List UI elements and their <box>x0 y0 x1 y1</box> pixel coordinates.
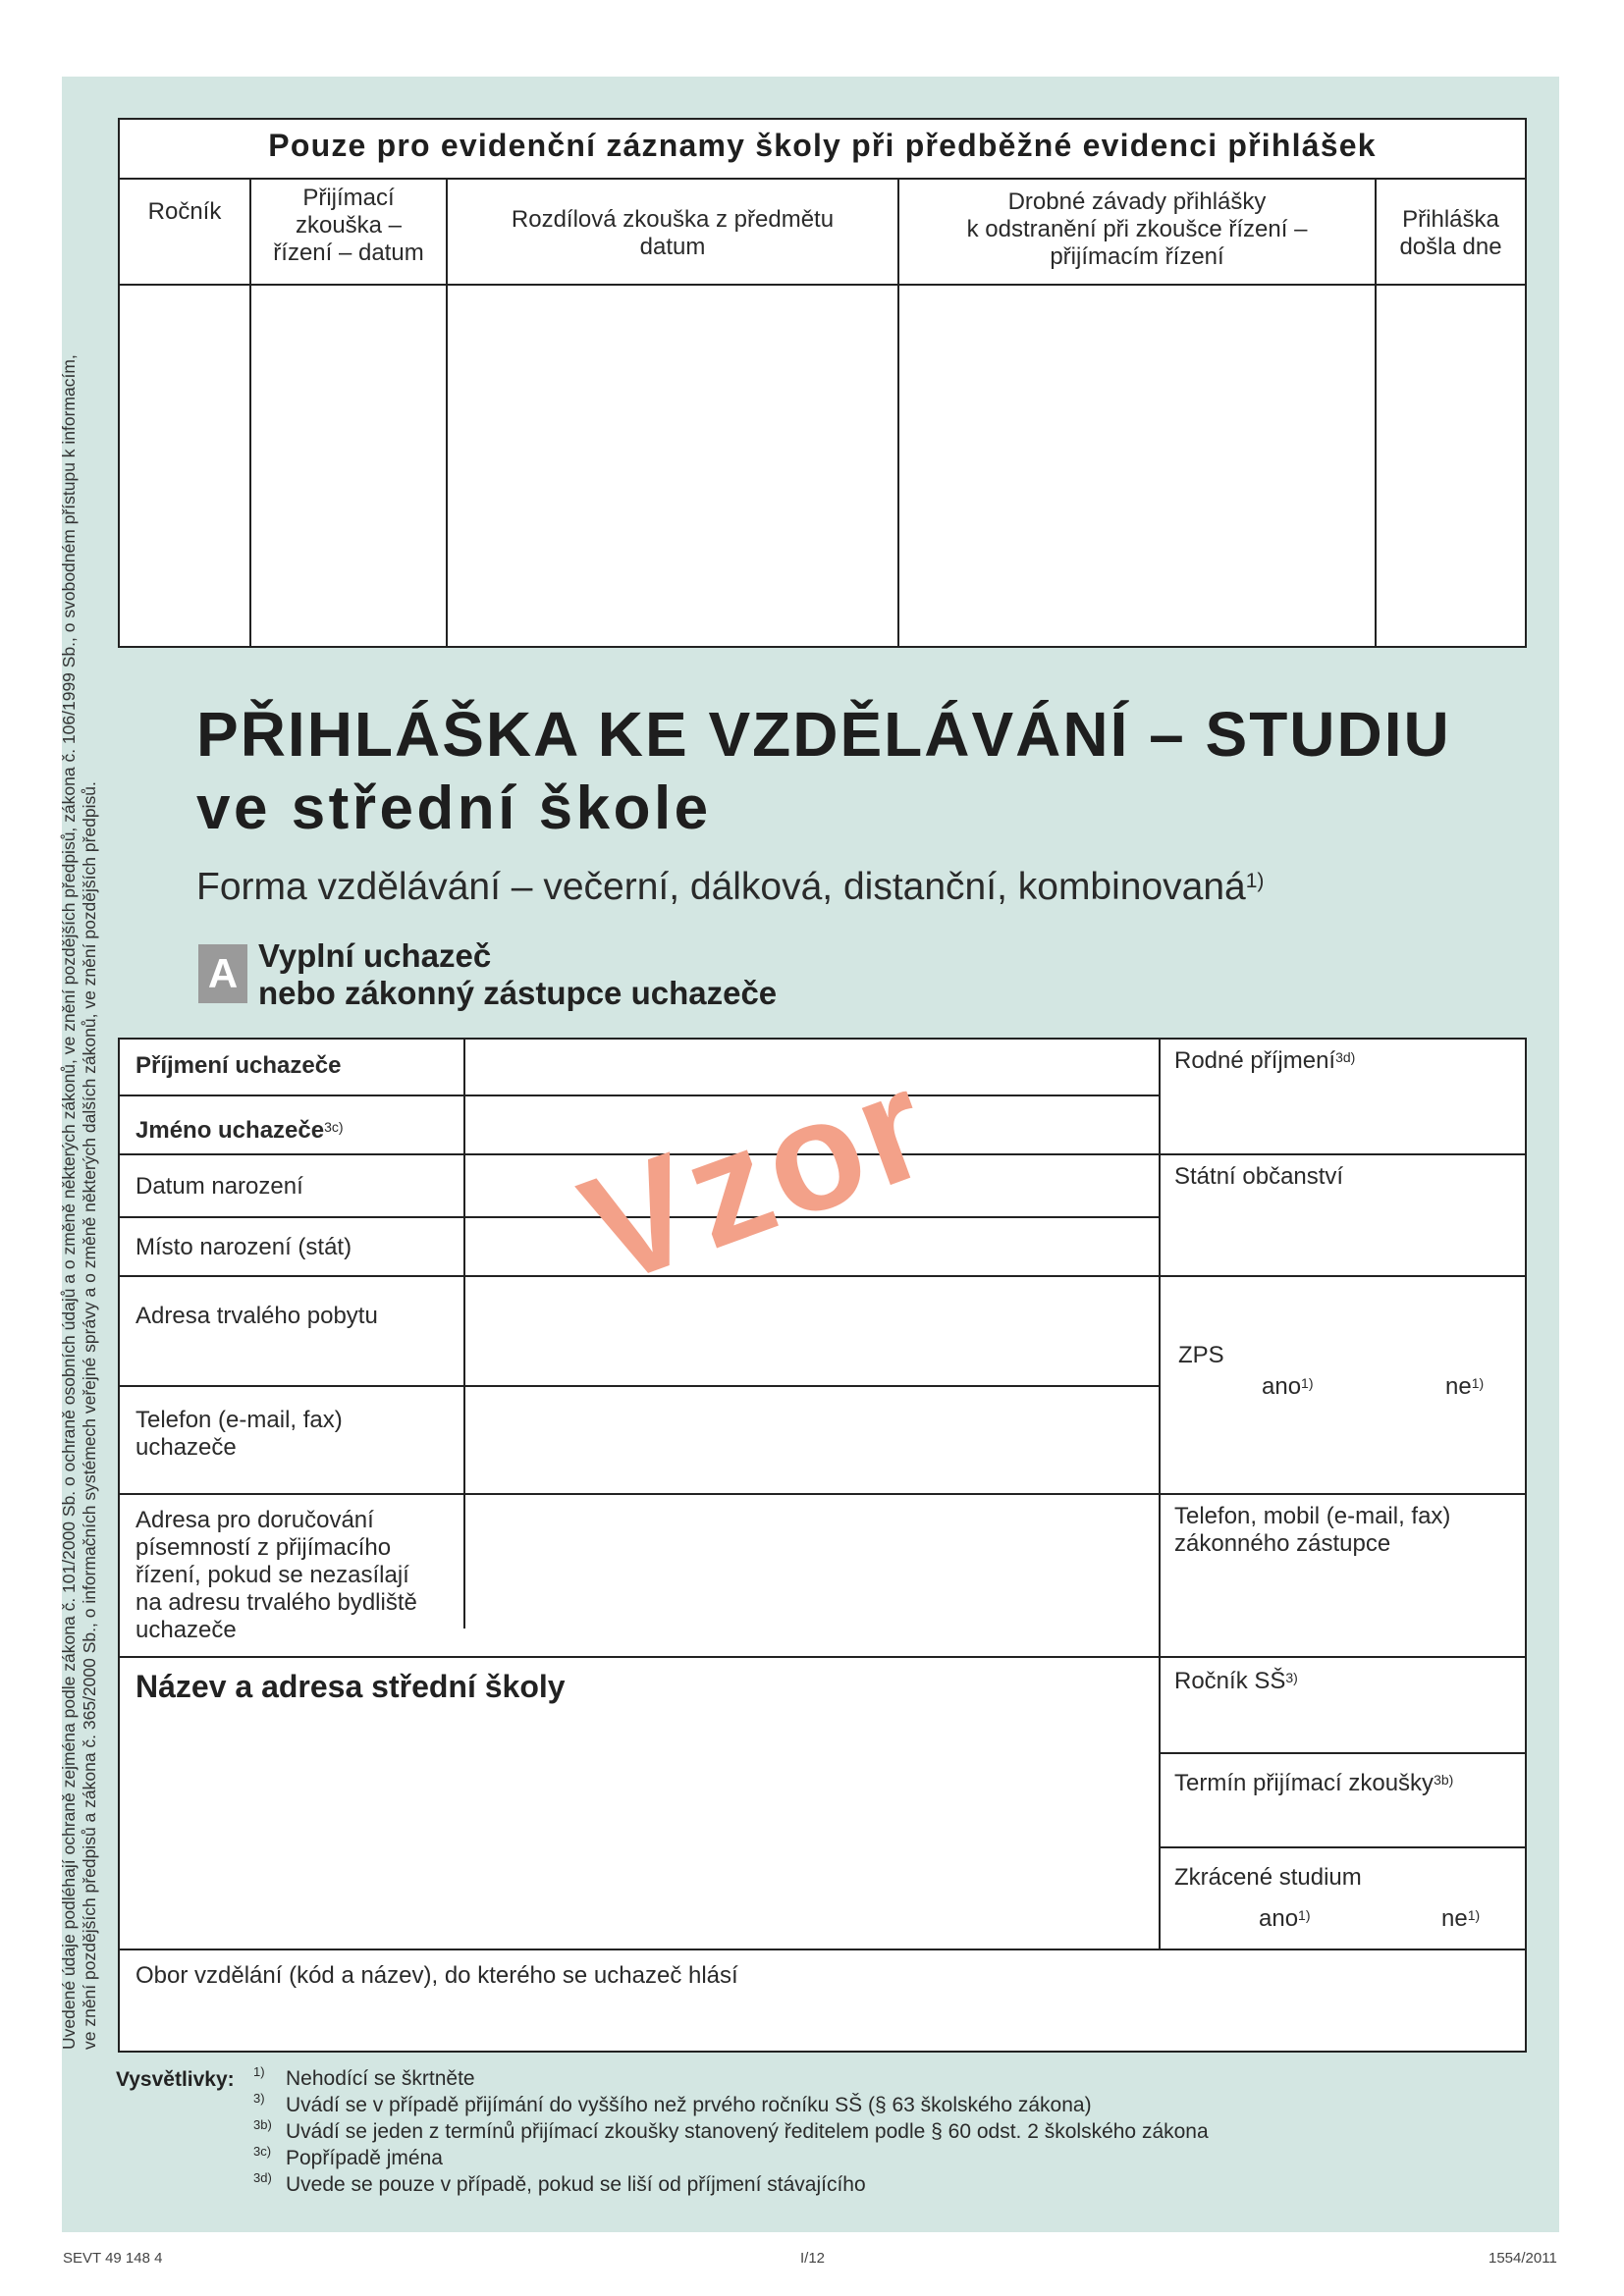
label-shortened-study: Zkrácené studium <box>1174 1864 1362 1891</box>
school-records-table <box>118 118 1527 648</box>
label-address: Adresa trvalého pobytu <box>135 1303 378 1329</box>
input-surname[interactable] <box>465 1040 1159 1095</box>
input-birth-date[interactable] <box>465 1155 1159 1216</box>
legal-side-note <box>59 126 100 2050</box>
input-exam-date[interactable] <box>1161 1805 1525 1846</box>
form-subtitle: Forma vzdělávání – večerní, dálková, distanční, kombinovaná$^{1)}$ <box>196 866 1265 908</box>
label-birth-place: Místo narození (stát) <box>135 1234 352 1260</box>
column-header-received: Přihláška došla dne <box>1399 206 1502 260</box>
label-exam-date: Termín přijímací zkoušky$^{3b)}$ <box>1174 1770 1454 1796</box>
label-citizenship: Státní občanství <box>1174 1163 1344 1190</box>
applicant-form <box>118 1038 1527 2053</box>
input-school-name[interactable] <box>120 1711 1159 1949</box>
column-header-differential-exam: Rozdílová zkouška z předmětu datum <box>511 206 835 260</box>
input-address[interactable] <box>465 1277 1159 1385</box>
cell-entrance-exam[interactable] <box>251 286 446 646</box>
input-birth-surname[interactable] <box>1161 1079 1525 1153</box>
form-title-line-2: ve střední škole <box>196 774 712 842</box>
label-first-name: Jméno uchazeče$^{3c)}$ <box>135 1117 344 1144</box>
label-zps: ZPS <box>1178 1342 1224 1368</box>
section-a-badge: A <box>198 944 247 1003</box>
label-phone: Telefon (e-mail, fax) uchazeče <box>135 1407 343 1461</box>
section-a-instructions: Vyplní uchazeč nebo zákonný zástupce uchazeče <box>258 937 778 1011</box>
form-title: PŘIHLÁŠKA KE VZDĚLÁVÁNÍ – STUDIU <box>196 699 1451 770</box>
input-citizenship[interactable] <box>1161 1195 1525 1275</box>
footer-form-code: SEVT 49 148 4 <box>63 2250 163 2267</box>
cell-defects[interactable] <box>899 286 1375 646</box>
input-phone[interactable] <box>465 1387 1159 1493</box>
cell-differential-exam[interactable] <box>448 286 897 646</box>
school-records-title: Pouze pro evidenční záznamy školy při předběžné evidenci přihlášek <box>268 128 1377 163</box>
footer-edition: I/12 <box>800 2250 826 2267</box>
footer-number: 1554/2011 <box>1489 2250 1557 2267</box>
input-year[interactable] <box>1161 1699 1525 1752</box>
input-delivery-address[interactable] <box>465 1495 1159 1656</box>
input-first-name[interactable] <box>465 1096 1159 1153</box>
column-header-defects: Drobné závady přihlášky k odstranění při zkoušce řízení – přijímacím řízení <box>966 188 1308 270</box>
label-year: Ročník SŠ$^{3)}$ <box>1174 1668 1298 1694</box>
column-header-year: Ročník <box>147 198 222 225</box>
cell-received[interactable] <box>1377 286 1525 646</box>
shortened-no-option[interactable]: $ne^{1)}$ <box>1441 1905 1481 1932</box>
label-field-of-study: Obor vzdělání (kód a název), do kterého se uchazeč hlásí <box>135 1962 738 1989</box>
input-guardian-phone[interactable] <box>1161 1560 1525 1656</box>
column-header-entrance-exam: Přijímací zkouška – řízení – datum <box>273 185 424 266</box>
sample-watermark: Vzor <box>562 1036 952 1318</box>
cell-year[interactable] <box>120 286 249 646</box>
label-school-name: Název a adresa střední školy <box>135 1669 566 1704</box>
label-delivery-address: Adresa pro doručování písemností z přijímacího řízení, pokud se nezasílají na adresu trvalého bydliště uchazeče <box>135 1507 417 1643</box>
legal-note-line-1: Uvedené údaje podléhají ochraně zejména podle zákona č. 101/2000 Sb. o ochraně osobních údajů a o změně některých zákonů, ve znění pozdějších předpisů, zákona č. 106/1999 Sb., o svobodném přístupu k informacím, <box>59 354 79 2050</box>
shortened-yes-option[interactable]: ano$^{1)}$ <box>1259 1905 1311 1932</box>
zps-no-option[interactable]: $ne^{1)}$ <box>1445 1373 1485 1400</box>
notes-label: Vysvětlivky: <box>116 2068 235 2091</box>
label-birth-surname: Rodné příjmení$^{3d)}$ <box>1174 1047 1356 1074</box>
input-field-of-study[interactable] <box>120 1996 1525 2051</box>
input-birth-place[interactable] <box>465 1218 1159 1275</box>
zps-yes-option[interactable]: ano$^{1)}$ <box>1262 1373 1314 1400</box>
label-surname: Příjmení uchazeče <box>135 1052 342 1079</box>
label-birth-date: Datum narození <box>135 1173 303 1200</box>
label-guardian-phone: Telefon, mobil (e-mail, fax) zákonného zástupce <box>1174 1503 1451 1557</box>
legal-note-line-2: ve znění pozdějších předpisů a zákona č. 365/2000 Sb., o informačních systémech veřejné správy a o změně některých dalších zákonů, ve znění pozdějších předpisů. <box>80 781 99 2050</box>
